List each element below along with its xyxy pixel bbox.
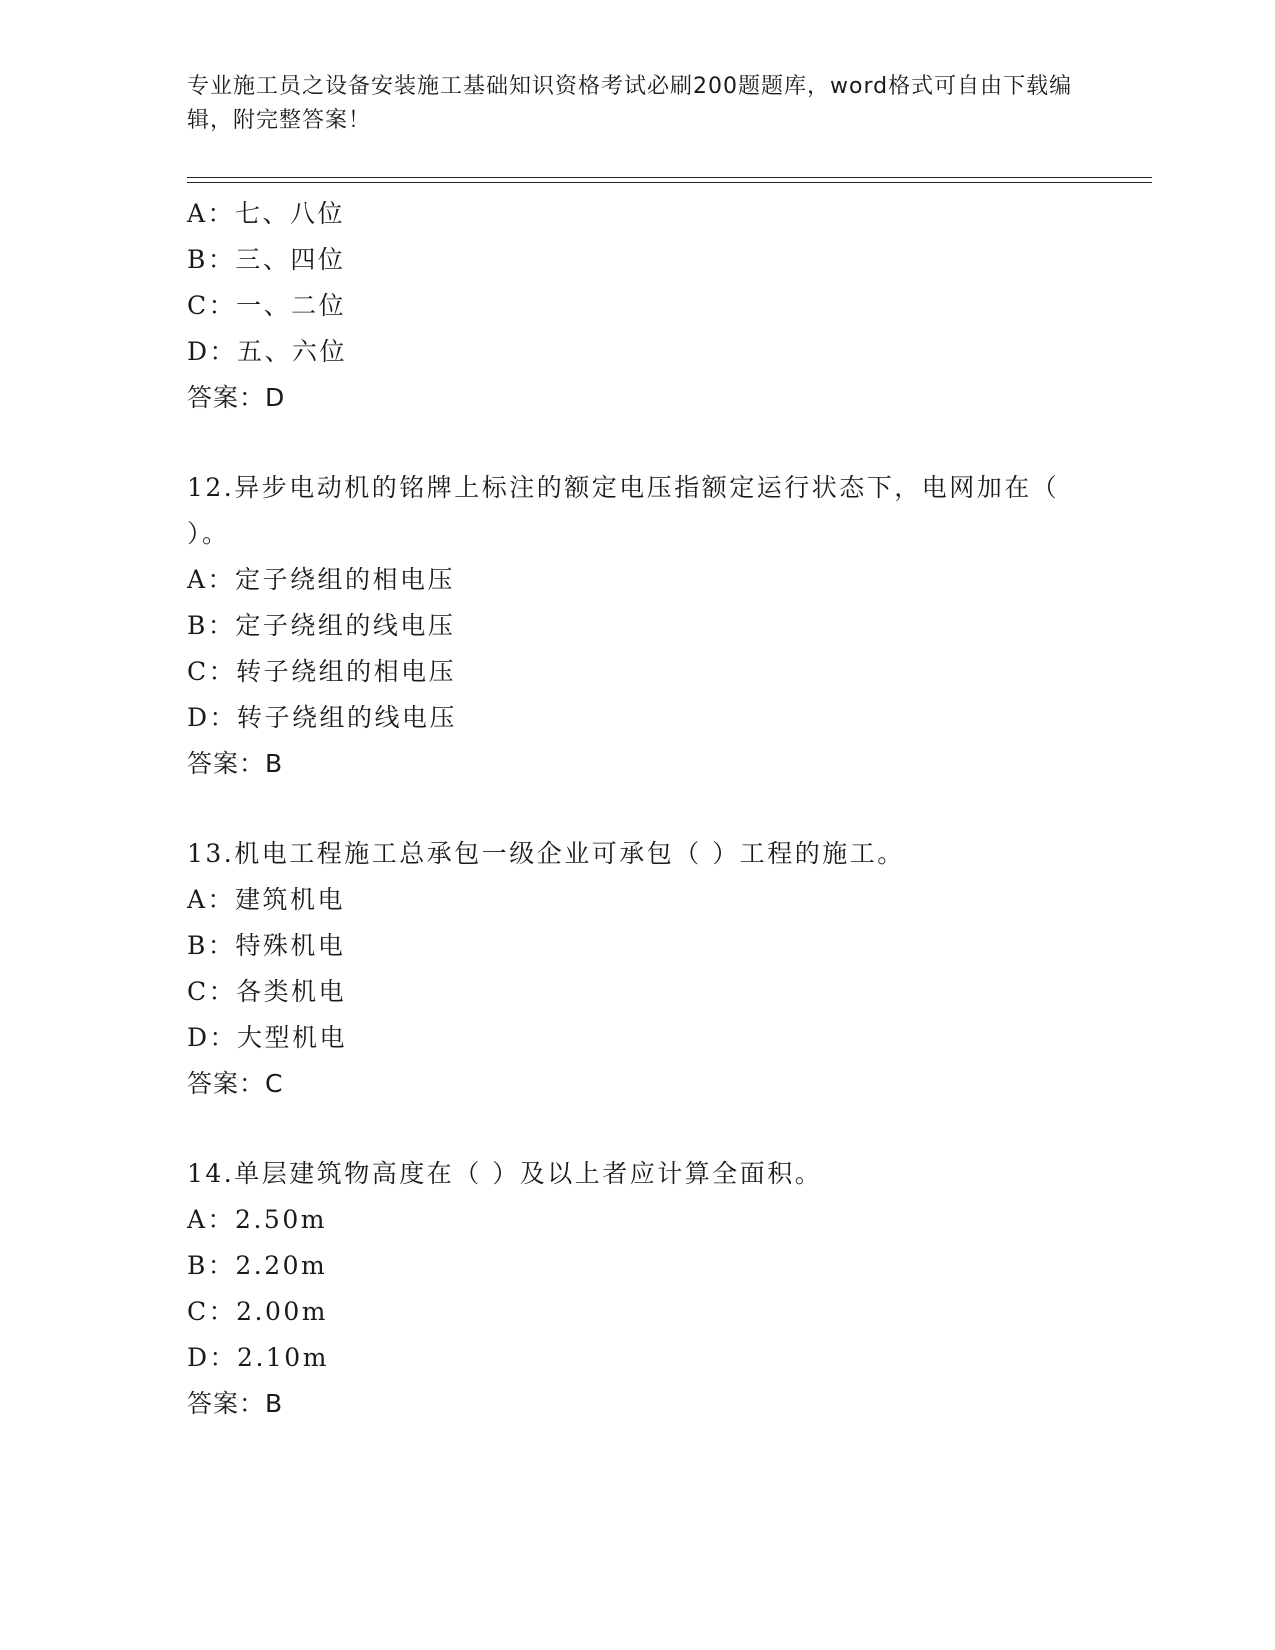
option-a: A：建筑机电 — [187, 885, 346, 914]
option-b: B：2.20m — [187, 1251, 328, 1280]
option-c: C：转子绕组的相电压 — [187, 657, 457, 686]
option-b: B：定子绕组的线电压 — [187, 611, 456, 640]
question-text: 14.单层建筑物高度在（ ）及以上者应计算全面积。 — [187, 1159, 823, 1188]
question-14 — [187, 1151, 1087, 1427]
question-text: 12.异步电动机的铭牌上标注的额定电压指额定运行状态下，电网加在（ ）。 — [187, 473, 1060, 548]
question-13 — [187, 831, 1087, 1107]
option-a: A：七、八位 — [187, 199, 346, 228]
option-b: B：特殊机电 — [187, 931, 346, 960]
document-header: 专业施工员之设备安装施工基础知识资格考试必刷200题题库，word格式可自由下载编辑，附完整答案！ — [187, 74, 1073, 133]
option-a: A：定子绕组的相电压 — [187, 565, 456, 594]
option-b: B：三、四位 — [187, 245, 346, 274]
option-d: D：转子绕组的线电压 — [187, 703, 458, 732]
option-d: D：五、六位 — [187, 337, 348, 366]
option-c: C：各类机电 — [187, 977, 347, 1006]
option-c: C：一、二位 — [187, 291, 347, 320]
answer: 答案：B — [187, 749, 284, 778]
option-a: A：2.50m — [187, 1205, 327, 1234]
header-double-rule — [187, 177, 1152, 183]
answer: 答案：D — [187, 383, 286, 412]
option-d: D：2.10m — [187, 1343, 329, 1372]
question-text: 13.机电工程施工总承包一级企业可承包（ ）工程的施工。 — [187, 839, 905, 868]
document-body — [187, 191, 1087, 1427]
answer: 答案：C — [187, 1069, 284, 1098]
previous-question-block — [187, 191, 1087, 421]
answer: 答案：B — [187, 1389, 284, 1418]
option-c: C：2.00m — [187, 1297, 328, 1326]
option-d: D：大型机电 — [187, 1023, 348, 1052]
question-12 — [187, 465, 1087, 787]
